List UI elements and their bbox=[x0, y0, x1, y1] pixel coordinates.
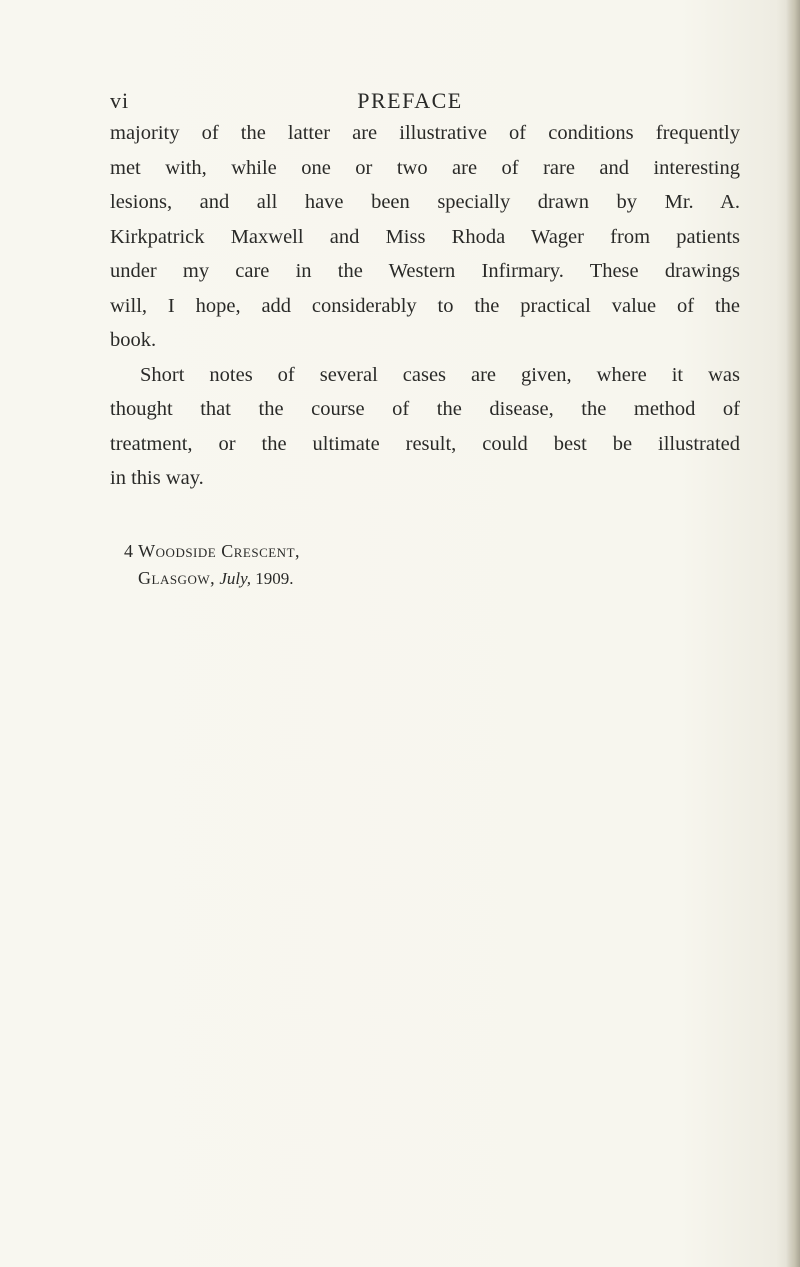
city-text: Glasgow, bbox=[138, 568, 216, 588]
address-text: 4 Woodside Crescent, bbox=[124, 541, 301, 561]
text-line: Short notes of several cases are given, where it was bbox=[140, 363, 740, 386]
running-head bbox=[110, 88, 710, 118]
signature-block bbox=[124, 538, 300, 592]
running-title: PREFACE bbox=[357, 88, 463, 113]
page-number: vi bbox=[110, 88, 130, 113]
body-text bbox=[110, 116, 740, 496]
text-line: majority of the latter are illustrative of conditions frequently bbox=[110, 122, 740, 144]
text-line: lesions, and all have been specially drawn by Mr. A. bbox=[110, 191, 740, 213]
text-line: will, I hope, add considerably to the practical value of the bbox=[110, 294, 740, 317]
text-line: book. bbox=[110, 329, 157, 351]
text-line: under my care in the Western Infirmary. These drawings bbox=[110, 260, 740, 282]
text-line: thought that the course of the disease, the method of bbox=[110, 398, 740, 420]
month-text: July, bbox=[219, 569, 251, 588]
page-edge-shadow bbox=[786, 0, 800, 1267]
signature-address bbox=[124, 538, 300, 565]
year-text: 1909. bbox=[255, 569, 294, 588]
signature-place-date bbox=[124, 565, 300, 592]
text-line: treatment, or the ultimate result, could best be illustrated bbox=[110, 432, 740, 455]
text-line: met with, while one or two are of rare and interesting bbox=[110, 156, 740, 179]
text-line: Kirkpatrick Maxwell and Miss Rhoda Wager from patients bbox=[110, 225, 740, 248]
text-line: in this way. bbox=[110, 467, 204, 489]
